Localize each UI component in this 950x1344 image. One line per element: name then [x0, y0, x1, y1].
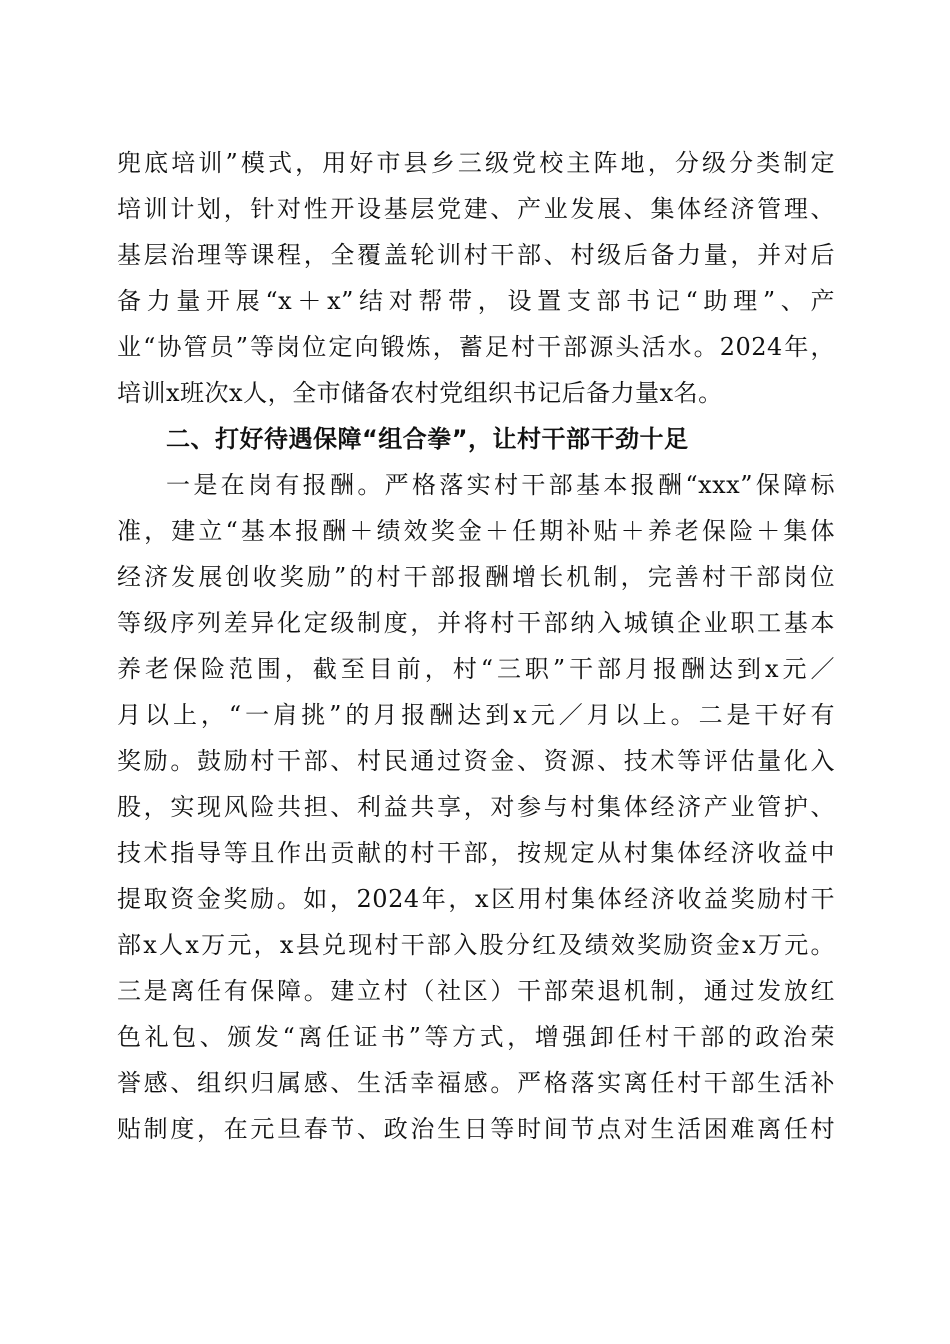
body-line: 业“协管员”等岗位定向锻炼，蓄足村干部源头活水。2024年， [117, 333, 835, 361]
body-line: 誉感、组织归属感、生活幸福感。严格落实离任村干部生活补 [117, 1069, 835, 1097]
body-line: 月以上，“一肩挑”的月报酬达到x元／月以上。二是干好有 [117, 701, 835, 729]
body-line: 一是在岗有报酬。严格落实村干部基本报酬“xxx”保障标 [166, 471, 835, 499]
body-line: 部x人x万元，x县兑现村干部入股分红及绩效奖励资金x万元。 [117, 931, 835, 959]
body-line: 养老保险范围，截至目前，村“三职”干部月报酬达到x元／ [117, 655, 835, 683]
body-line: 准，建立“基本报酬＋绩效奖金＋任期补贴＋养老保险＋集体 [117, 517, 835, 545]
body-line: 奖励。鼓励村干部、村民通过资金、资源、技术等评估量化入 [117, 747, 835, 775]
body-line: 培训计划，针对性开设基层党建、产业发展、集体经济管理、 [117, 195, 835, 223]
body-line: 提取资金奖励。如，2024年，x区用村集体经济收益奖励村干 [117, 885, 835, 913]
body-line: 贴制度，在元旦春节、政治生日等时间节点对生活困难离任村 [117, 1115, 835, 1143]
body-line: 色礼包、颁发“离任证书”等方式，增强卸任村干部的政治荣 [117, 1023, 835, 1051]
body-line: 培训x班次x人，全市储备农村党组织书记后备力量x名。 [117, 379, 723, 407]
body-line: 等级序列差异化定级制度，并将村干部纳入城镇企业职工基本 [117, 609, 835, 637]
body-line: 基层治理等课程，全覆盖轮训村干部、村级后备力量，并对后 [117, 241, 835, 269]
body-line: 兜底培训”模式，用好市县乡三级党校主阵地，分级分类制定 [117, 149, 835, 177]
section-heading: 二、打好待遇保障“组合拳”，让村干部干劲十足 [166, 425, 689, 453]
body-line: 股，实现风险共担、利益共享，对参与村集体经济产业管护、 [117, 793, 835, 821]
body-line: 备力量开展“x＋x”结对帮带，设置支部书记“助理”、产 [117, 287, 835, 315]
body-line: 技术指导等且作出贡献的村干部，按规定从村集体经济收益中 [117, 839, 835, 867]
body-line: 经济发展创收奖励”的村干部报酬增长机制，完善村干部岗位 [117, 563, 835, 591]
body-line: 三是离任有保障。建立村（社区）干部荣退机制，通过发放红 [117, 977, 835, 1005]
